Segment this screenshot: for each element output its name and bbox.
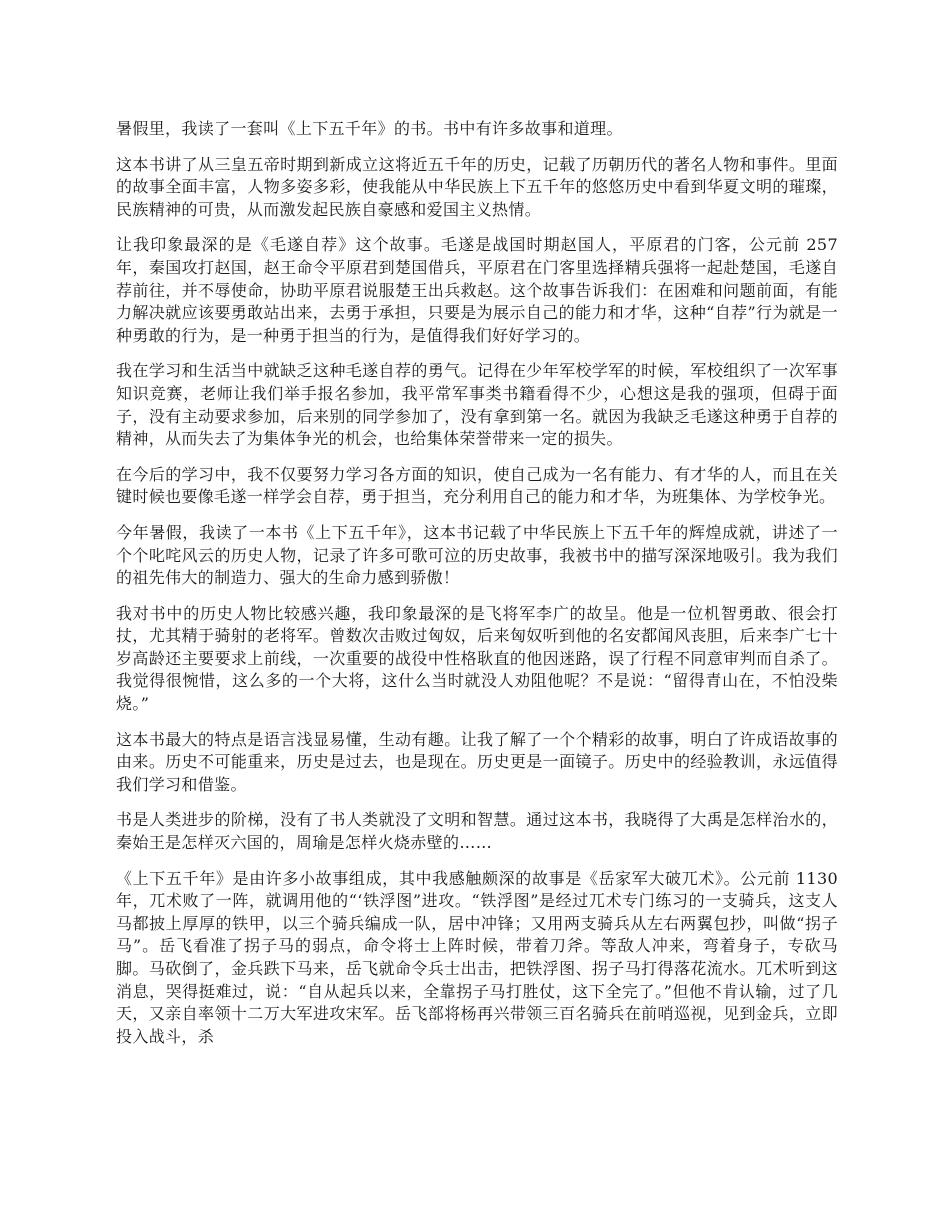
paragraph-1: 暑假里，我读了一套叫《上下五千年》的书。书中有许多故事和道理。	[116, 119, 623, 138]
paragraph-5: 在今后的学习中，我不仅要努力学习各方面的知识，使自己成为一名有能力、有才华的人，而且在关键时候也要像毛遂一样学会自荐，勇于担当，充分利用自己的能力和才华，为班集体、为学校争光。	[116, 464, 838, 507]
paragraph-10: 《上下五千年》是由许多小故事组成，其中我感触颇深的故事是《岳家军大破兀术》。公元前 1130 年，兀术败了一阵，就调用他的“‘铁浮图”进攻。“铁浮图”是经过兀术专门练习的一支骑兵，这支人马都披上厚厚的铁甲，以三个骑兵编成一队，居中冲锋；又用两支骑兵从左右两翼包抄，叫做“拐子马”。岳飞看准了拐子马的弱点，命令将士上阵时候，带着刀斧。等敌人冲来，弯着身子，专砍马脚。马砍倒了，金兵跌下马来，岳飞就命令兵士出击，把铁浮图、拐子马打得落花流水。兀术听到这消息，哭得挺难过，说：“自从起兵以来，全靠拐子马打胜仗，这下全完了。”但他不肯认输，过了几天，又亲自率领十二万大军进攻宋军。岳飞部将杨再兴带领三百名骑兵在前哨巡视，见到金兵，立即投入战斗，杀	[116, 868, 838, 1046]
paragraph-8: 这本书最大的特点是语言浅显易懂，生动有趣。让我了解了一个个精彩的故事，明白了许成语故事的由来。历史不可能重来，历史是过去，也是现在。历史更是一面镜子。历史中的经验教训，永远值得我们学习和借鉴。	[116, 729, 838, 794]
document-body	[116, 118, 838, 1061]
paragraph-4: 我在学习和生活当中就缺乏这种毛遂自荐的勇气。记得在少年军校学军的时候，军校组织了一次军事知识竞赛，老师让我们举手报名参加，我平常军事类书籍看得不少，心想这是我的强项，但碍于面子，没有主动要求参加，后来别的同学参加了，没有拿到第一名。就因为我缺乏毛遂这种勇于自荐的精神，从而失去了为集体争光的机会，也给集体荣誉带来一定的损失。	[116, 361, 838, 449]
paragraph-6: 今年暑假，我读了一本书《上下五千年》，这本书记载了中华民族上下五千年的辉煌成就，讲述了一个个叱咤风云的历史人物，记录了许多可歌可泣的历史故事，我被书中的描写深深地吸引。我为我们的祖先伟大的制造力、强大的生命力感到骄傲！	[116, 522, 838, 588]
paragraph-9: 书是人类进步的阶梯，没有了书人类就没了文明和智慧。通过这本书，我晓得了大禹是怎样治水的，秦始王是怎样灭六国的，周瑜是怎样火烧赤壁的……	[116, 810, 838, 853]
paragraph-7: 我对书中的历史人物比较感兴趣，我印象最深的是飞将军李广的故呈。他是一位机智勇敢、很会打扙，尤其精于骑射的老将军。曾数次击败过匈奴，后来匈奴听到他的名安都闻风丧胆，后来李广七十岁高龄还主要要求上前线，一次重要的战役中性格耿直的他因迷路，误了行程不同意审判而自杀了。我觉得很惋惜，这么多的一个大将，这什么当时就没人劝阻他呢？不是说：“留得青山在，不怕没柴烧。”	[116, 603, 838, 714]
paragraph-3: 让我印象最深的是《毛遂自荐》这个故事。毛遂是战国时期赵国人，平原君的门客，公元前 257 年，秦国攻打赵国，赵王命令平原君到楚国借兵，平原君在门客里选择精兵强将一起赴楚国，毛遂自荐前往，并不辱使命，协助平原君说服楚王出兵救赵。这个故事告诉我们：在困难和问题前面，有能力解决就应该要勇敢站出来，去勇于承担，只要是为展示自己的能力和才华，这种“自荐”行为就是一种勇敢的行为，是一种勇于担当的行为，是值得我们好好学习的。	[116, 235, 838, 345]
paragraph-2: 这本书讲了从三皇五帝时期到新成立这将近五千年的历史，记载了历朝历代的著名人物和事件。里面的故事全面丰富，人物多姿多彩，使我能从中华民族上下五千年的悠悠历史中看到华夏文明的璀璨，民族精神的可贵，从而激发起民族自豪感和爱国主义热情。	[116, 154, 838, 219]
